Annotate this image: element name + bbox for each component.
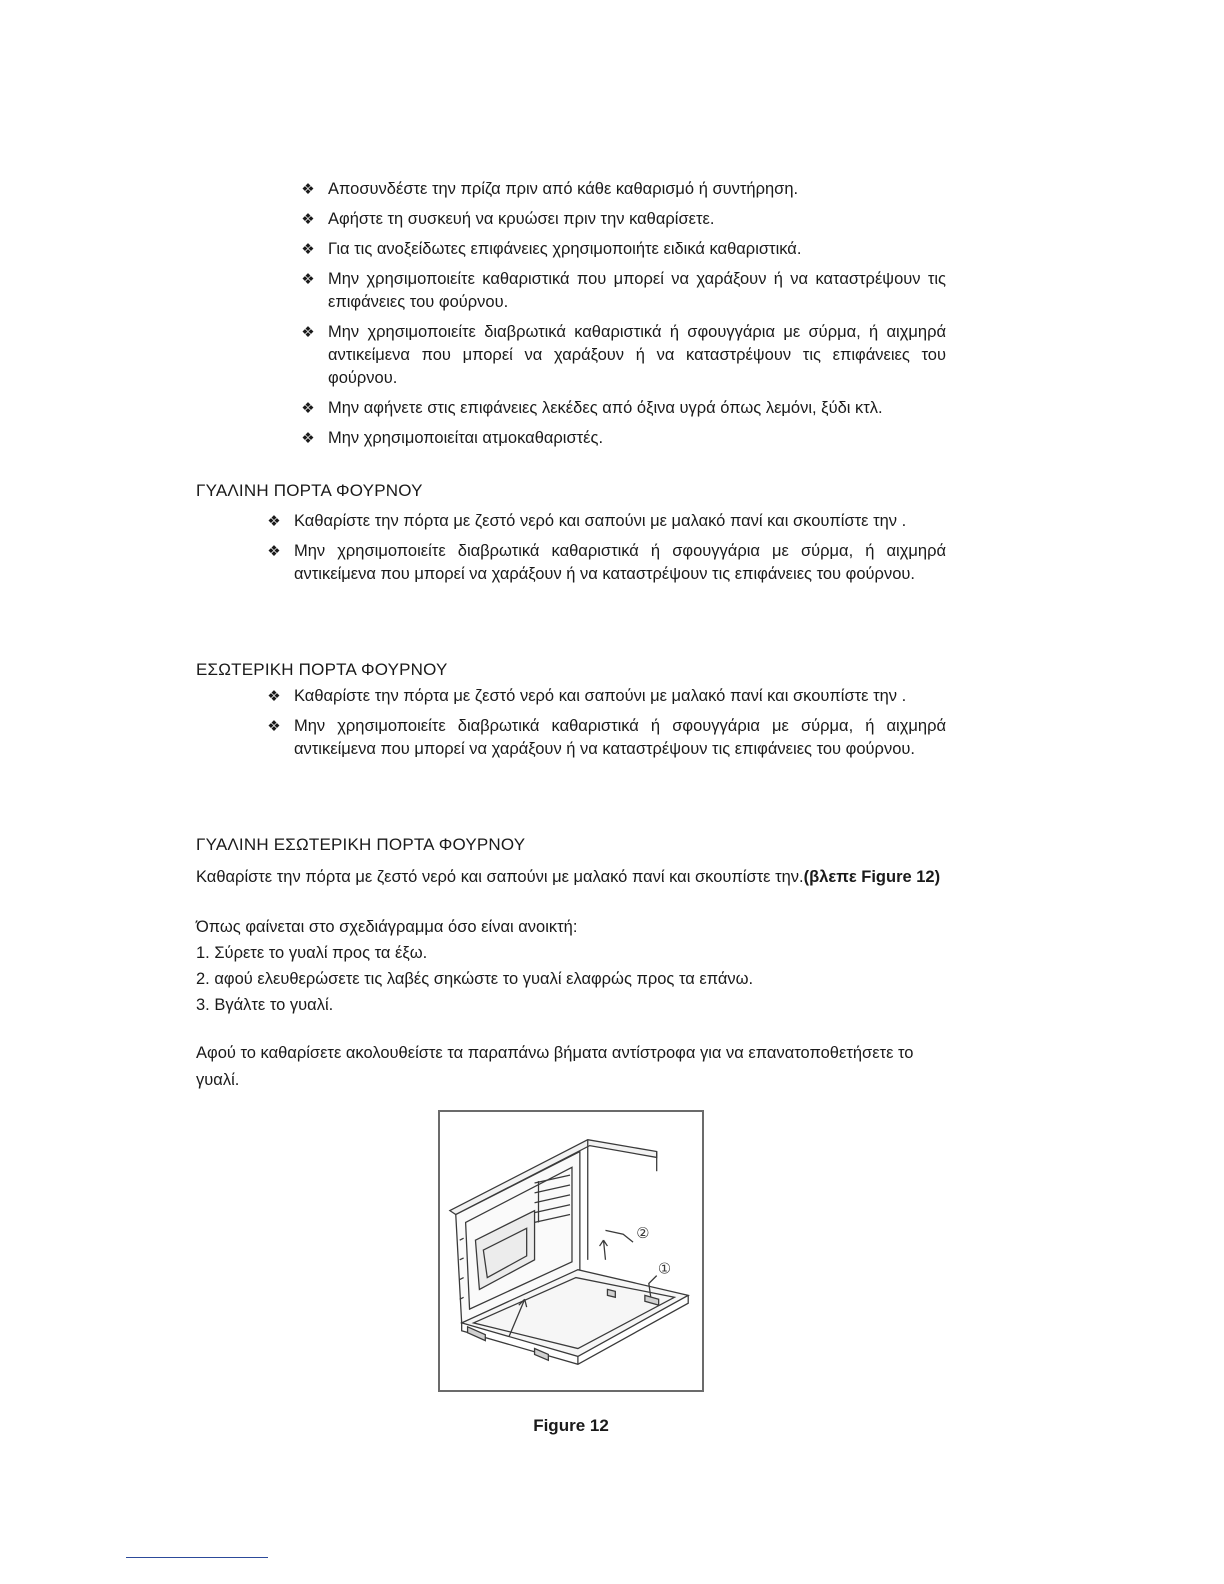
see-prefix: (βλεπε <box>803 868 862 886</box>
diamond-bullet-icon: ❖ <box>301 430 315 447</box>
cleaning-instruction-paragraph <box>196 866 946 889</box>
glass-door-list <box>262 510 946 593</box>
open-door-note: Όπως φαίνεται στο σχεδιάγραμμα όσο είναι ανοικτή: <box>196 918 578 936</box>
inner-door-list <box>262 685 946 768</box>
list-item: ❖ Αφήστε τη συσκευή να κρυώσει πριν την καθαρίσετε. <box>296 208 946 231</box>
figure-reference: Figure 12) <box>861 868 941 886</box>
list-item: ❖ Μην χρησιμοποιείτε καθαριστικά που μπορεί να χαράξουν ή να καταστρέψουν τις επιφάνειες του φούρνου. <box>296 268 946 314</box>
callout-1-label: ① <box>657 1260 672 1278</box>
diamond-bullet-icon: ❖ <box>301 241 315 258</box>
oven-door-figure <box>438 1110 704 1392</box>
section-heading-inner-door: ΕΣΩΤΕΡΙΚΗ ΠΟΡΤΑ ΦΟΥΡΝΟΥ <box>196 660 448 679</box>
list-item: ❖ Μην χρησιμοποιείτε διαβρωτικά καθαριστικά ή σφουγγάρια με σύρμα, ή αιχμηρά αντικείμενα που μπορεί να χαράξουν ή να καταστρέψουν τις επιφάνειες του φούρνου. <box>296 321 946 390</box>
diamond-bullet-icon: ❖ <box>267 543 281 560</box>
diamond-bullet-icon: ❖ <box>267 688 281 705</box>
section-heading-glass-inner-door: ΓΥΑΛΙΝΗ ΕΣΩΤΕΡΙΚΗ ΠΟΡΤΑ ΦΟΥΡΝΟΥ <box>196 835 526 854</box>
clean-text: Καθαρίστε την πόρτα με ζεστό νερό και σαπούνι με μαλακό πανί και σκουπίστε την. <box>196 868 804 886</box>
list-item: ❖ Μην χρησιμοποιείτε διαβρωτικά καθαριστικά ή σφουγγάρια με σύρμα, ή αιχμηρά αντικείμενα που μπορεί να χαράξουν ή να καταστρέψουν τις επιφάνειες του φούρνου. <box>262 715 946 761</box>
diamond-bullet-icon: ❖ <box>267 718 281 735</box>
diamond-bullet-icon: ❖ <box>301 324 315 341</box>
list-item: ❖ Καθαρίστε την πόρτα με ζεστό νερό και σαπούνι με μαλακό πανί και σκουπίστε την . <box>262 510 946 533</box>
diamond-bullet-icon: ❖ <box>301 271 315 288</box>
list-item: ❖ Για τις ανοξείδωτες επιφάνειες χρησιμοποιήτε ειδικά καθαριστικά. <box>296 238 946 261</box>
footnote-separator <box>126 1557 268 1558</box>
step-item: 1. Σύρετε το γυαλί προς τα έξω. <box>196 944 428 962</box>
section-heading-glass-door: ΓΥΑΛΙΝΗ ΠΟΡΤΑ ΦΟΥΡΝΟΥ <box>196 481 423 500</box>
reinstall-paragraph: Αφού το καθαρίσετε ακολουθείστε τα παραπάνω βήματα αντίστροφα για να επανατοποθετήσετε το γυαλί. <box>196 1044 914 1089</box>
figure-caption: Figure 12 <box>533 1416 609 1435</box>
callout-2-label: ② <box>636 1225 650 1243</box>
diamond-bullet-icon: ❖ <box>267 513 281 530</box>
step-item: 3. Βγάλτε το γυαλί. <box>196 996 334 1014</box>
list-item: ❖ Μην χρησιμοποιείται ατμοκαθαριστές. <box>296 427 946 450</box>
diamond-bullet-icon: ❖ <box>301 181 315 198</box>
list-item: ❖ Αποσυνδέστε την πρίζα πριν από κάθε καθαρισμό ή συντήρηση. <box>296 178 946 201</box>
oven-door-illustration <box>440 1112 702 1390</box>
diamond-bullet-icon: ❖ <box>301 400 315 417</box>
diamond-bullet-icon: ❖ <box>301 211 315 228</box>
list-item: ❖ Καθαρίστε την πόρτα με ζεστό νερό και σαπούνι με μαλακό πανί και σκουπίστε την . <box>262 685 946 708</box>
cleaning-precautions-list <box>296 178 946 457</box>
step-item: 2. αφού ελευθερώσετε τις λαβές σηκώστε το γυαλί ελαφρώς προς τα επάνω. <box>196 970 754 988</box>
list-item: ❖ Μην αφήνετε στις επιφάνειες λεκέδες από όξινα υγρά όπως λεμόνι, ξύδι κτλ. <box>296 397 946 420</box>
list-item: ❖ Μην χρησιμοποιείτε διαβρωτικά καθαριστικά ή σφουγγάρια με σύρμα, ή αιχμηρά αντικείμενα που μπορεί να χαράξουν ή να καταστρέψουν τις επιφάνειες του φούρνου. <box>262 540 946 586</box>
